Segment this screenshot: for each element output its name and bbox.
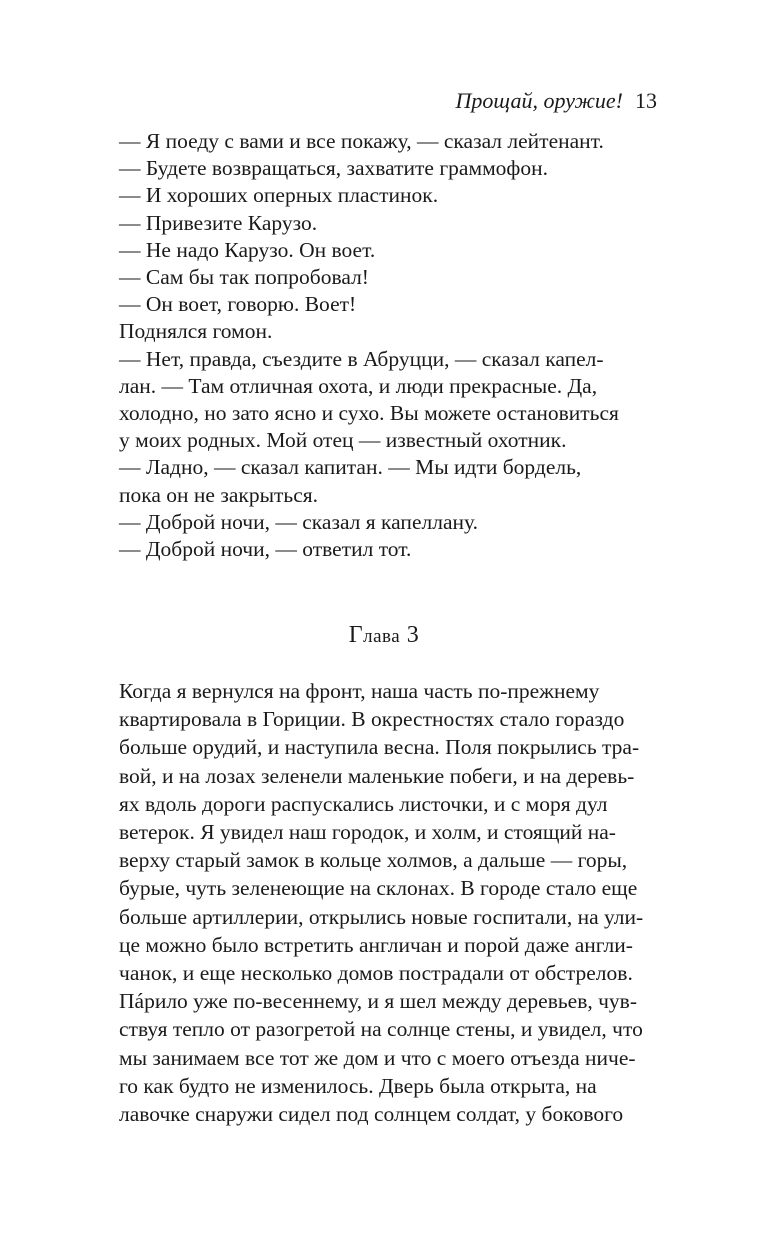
- dialogue-block: [119, 128, 656, 563]
- body-line: ствуя тепло от разогретой на солнце стены, и увидел, что: [119, 1017, 643, 1042]
- dialogue-line: — Я поеду с вами и все покажу, — сказал лейтенант.: [119, 129, 604, 153]
- dialogue-line: — Доброй ночи, — ответил тот.: [119, 537, 412, 562]
- chaplain-paragraph-line: холодно, но зато ясно и сухо. Вы можете остановиться: [119, 401, 619, 426]
- chapter-first-letter: Г: [348, 622, 364, 648]
- narration-line: Поднялся гомон.: [119, 319, 273, 344]
- body-line: лавочке снаружи сидел под солнцем солдат, у бокового: [119, 1102, 624, 1127]
- body-line: ветерок. Я увидел наш городок, и холм, и стоящий на-: [119, 820, 616, 845]
- body-line: Пáрило уже по-весеннему, и я шел между деревьев, чув-: [119, 989, 637, 1014]
- page-number: 13: [635, 88, 657, 113]
- running-header: [455, 86, 657, 116]
- dialogue-line: — И хороших оперных пластинок.: [119, 183, 439, 208]
- chapter-body: [119, 677, 656, 1128]
- dialogue-line: — Привезите Карузо.: [119, 210, 318, 235]
- body-line: квартировала в Гориции. В окрестностях стало гораздо: [119, 707, 625, 732]
- chapter-number: 3: [406, 622, 420, 648]
- body-line: вой, и на лозах зеленели маленькие побеги, и на деревь-: [119, 763, 635, 788]
- chaplain-paragraph-line: — Нет, правда, съездите в Абруцци, — сказал капел-: [119, 346, 604, 371]
- body-line: больше артиллерии, открылись новые госпитали, на ули-: [119, 904, 644, 929]
- body-line: ях вдоль дороги распускались листочки, и с моря дул: [119, 791, 608, 816]
- dialogue-line: — Сам бы так попробовал!: [119, 265, 369, 290]
- captain-paragraph-line: пока он не закрыться.: [119, 482, 319, 507]
- body-line: больше орудий, и наступила весна. Поля покрылись тра-: [119, 735, 640, 760]
- body-line: Когда я вернулся на фронт, наша часть по-прежнему: [119, 679, 600, 703]
- body-line: чанок, и еще несколько домов пострадали от обстрелов.: [119, 961, 633, 986]
- book-title: Прощай, оружие!: [455, 88, 623, 113]
- chapter-word: лава: [363, 626, 401, 647]
- captain-paragraph-line: — Ладно, — сказал капитан. — Мы идти бордель,: [119, 455, 582, 480]
- dialogue-line: — Будете возвращаться, захватите граммофон.: [119, 156, 548, 181]
- dialogue-line: — Не надо Карузо. Он воет.: [119, 237, 376, 262]
- chapter-heading: [0, 618, 768, 654]
- chaplain-paragraph-line: у моих родных. Мой отец — известный охотник.: [119, 428, 567, 453]
- body-line: верху старый замок в кольце холмов, а дальше — горы,: [119, 848, 628, 873]
- body-line: це можно было встретить англичан и порой даже англи-: [119, 932, 633, 957]
- chaplain-paragraph-line: лан. — Там отличная охота, и люди прекрасные. Да,: [119, 373, 598, 398]
- body-line: го как будто не изменилось. Дверь была открыта, на: [119, 1073, 597, 1098]
- body-line: мы занимаем все тот же дом и что с моего отъезда ниче-: [119, 1045, 636, 1070]
- body-line: бурые, чуть зеленеющие на склонах. В городе стало еще: [119, 876, 638, 901]
- dialogue-line: — Он воет, говорю. Воет!: [119, 292, 357, 317]
- dialogue-line: — Доброй ночи, — сказал я капеллану.: [119, 509, 478, 534]
